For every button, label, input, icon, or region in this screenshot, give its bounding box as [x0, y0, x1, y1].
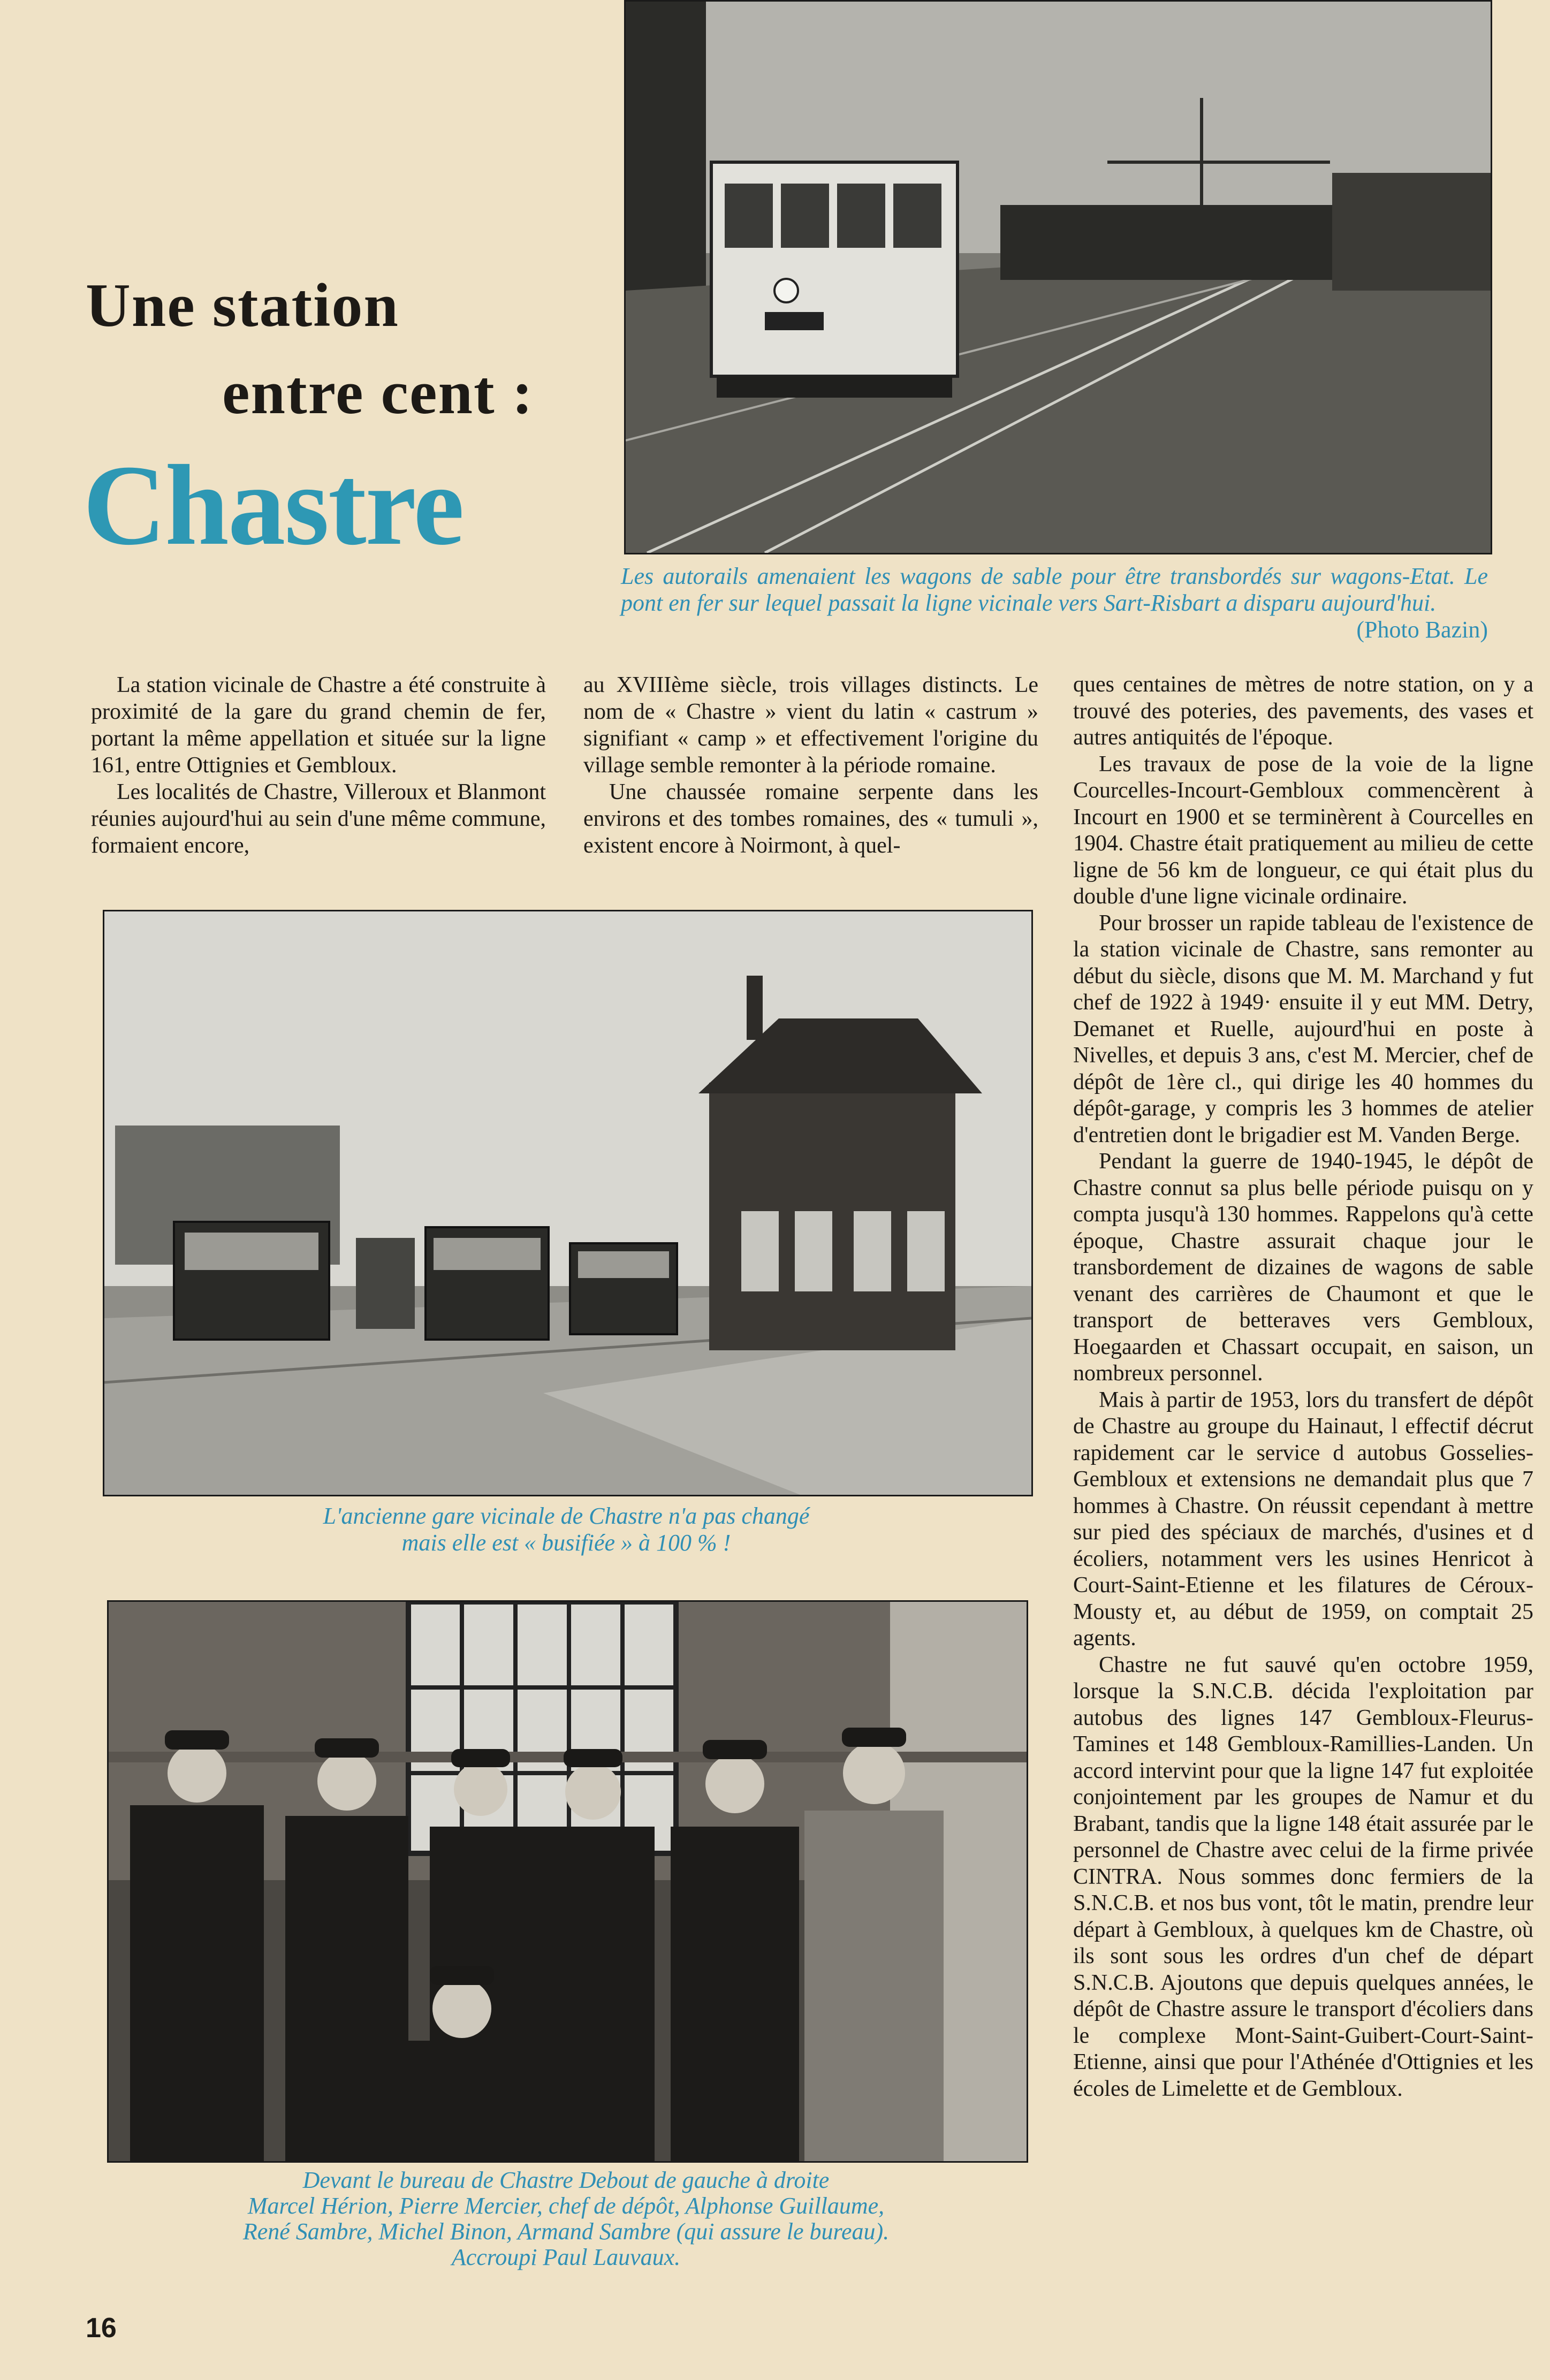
tram-caption — [621, 563, 1488, 643]
staff-caption — [96, 2168, 1036, 2270]
title-chastre: Chastre — [83, 441, 464, 569]
station-photo — [103, 910, 1033, 1496]
paragraph: Pour brosser un rapide tableau de l'existence de la station vicinale de Chastre, sans remonter au début du siècle, disons que M. M. Marchand y fut chef de 1922 à 1949· ensuite il y eut MM. Detry, Demanet et Ruelle, aujourd'hui en poste à Nivelles, et depuis 3 ans, c'est M. Mercier, chef de dépôt de 1ère cl., qui dirige les 40 hommes du dépôt-garage, y compris les 3 hommes de atelier d'entretien dont le brigadier est M. Vanden Berge. — [1073, 910, 1533, 1147]
paragraph: Les travaux de pose de la voie de la ligne Courcelles-Incourt-Gembloux commencèrent à Incourt en 1900 et se terminèrent à Courcelles en 1904. Chastre était pratiquement au milieu de cette ligne de 56 km de longueur, ce qui était plus du double d'une ligne vicinale ordinaire. — [1073, 751, 1533, 909]
station-caption — [103, 1503, 1030, 1556]
title-line-1: Une station — [86, 271, 399, 340]
tram-photo-credit: (Photo Bazin) — [1356, 617, 1488, 643]
paragraph: Mais à partir de 1953, lors du transfert de dépôt de Chastre au groupe du Hainaut, l effectif décrut rapidement car le service d autobus Gosselies-Gembloux et extensions ne demandait plus que 7 hommes à Chastre. On réussit cependant à mettre sur pied des spéciaux de marchés, d'usines et d écoliers, notamment vers les usines Henricot à Court-Saint-Etienne et les filatures de Céroux-Mousty et, au début de 1959, on comptait 25 agents. — [1073, 1387, 1533, 1651]
staff-caption-line-2: Marcel Hérion, Pierre Mercier, chef de dépôt, Alphonse Guillaume, — [247, 2193, 885, 2219]
staff-caption-line-3: René Sambre, Michel Binon, Armand Sambre (qui assure le bureau). — [242, 2218, 890, 2245]
staff-photo — [107, 1600, 1028, 2163]
paragraph: Pendant la guerre de 1940-1945, le dépôt de Chastre connut sa plus belle période puisqu on y compta jusqu'à 130 hommes. Rappelons qu'à cette époque, Chastre assurait chaque jour le transbordement de dizaines de wagons de sable venant des carrières de Chaumont et que le transport de betteraves vers Gembloux, Hoegaarden et Chassart occupait, en saison, un nombreux personnel. — [1073, 1149, 1533, 1386]
station-caption-line-2: mais elle est « busifiée » à 100 % ! — [401, 1530, 731, 1556]
article-column-2 — [583, 672, 1038, 859]
title-line-2: entre cent : — [222, 359, 534, 427]
article-column-3 — [1073, 672, 1533, 2102]
paragraph: au XVIIIème siècle, trois villages distincts. Le nom de « Chastre » vient du latin « castrum » signifiant « camp » et effectivement l'origine du village semble remonter à la période romaine. — [583, 673, 1038, 778]
paragraph: Chastre ne fut sauvé qu'en octobre 1959, lorsque la S.N.C.B. décida l'exploitation par autobus des lignes 147 Gembloux-Fleurus-Tamines et 148 Gembloux-Ramillies-Landen. Un accord intervint pour que la ligne 147 fut exploitée conjointement par les groupes de Namur et du Brabant, tandis que la ligne 148 était assurée par le personnel de Chastre avec celui de la firme privée CINTRA. Nous sommes donc fermiers de la S.N.C.B. et nos bus vont, tôt le matin, prendre leur départ à Gembloux, à quelques km de Chastre, où ils sont sous les ordres d'un chef de départ S.N.C.B. Ajoutons que depuis quelques années, le dépôt de Chastre assure le transport d'écoliers dans le complexe Mont-Saint-Guibert-Court-Saint-Etienne, ainsi que pour l'Athénée d'Ottignies et les écoles de Limelette et de Gembloux. — [1073, 1652, 1533, 2101]
staff-caption-line-1: Devant le bureau de Chastre Debout de gauche à droite — [302, 2167, 830, 2193]
page-number: 16 — [86, 2313, 117, 2344]
article-column-1 — [91, 672, 546, 859]
paragraph: Une chaussée romaine serpente dans les environs et des tombes romaines, des « tumuli », existent encore à Noirmont, à quel- — [583, 780, 1038, 858]
paragraph: Les localités de Chastre, Villeroux et Blanmont réunies aujourd'hui au sein d'une même commune, formaient encore, — [91, 780, 546, 858]
paragraph: ques centaines de mètres de notre station, on y a trouvé des poteries, des pavements, des vases et autres antiquités de l'époque. — [1073, 672, 1533, 750]
station-caption-line-1: L'ancienne gare vicinale de Chastre n'a pas changé — [323, 1503, 810, 1529]
paragraph: La station vicinale de Chastre a été construite à proximité de la gare du grand chemin de fer, portant la même appellation et située sur la ligne 161, entre Ottignies et Gembloux. — [91, 673, 546, 778]
tram-caption-text: Les autorails amenaient les wagons de sable pour être transbordés sur wagons-Etat. Le pont en fer sur lequel passait la ligne vicinale vers Sart-Risbart a disparu aujourd'hui. — [621, 563, 1488, 616]
staff-caption-line-4: Accroupi Paul Lauvaux. — [451, 2244, 681, 2270]
tram-photo — [624, 0, 1492, 554]
